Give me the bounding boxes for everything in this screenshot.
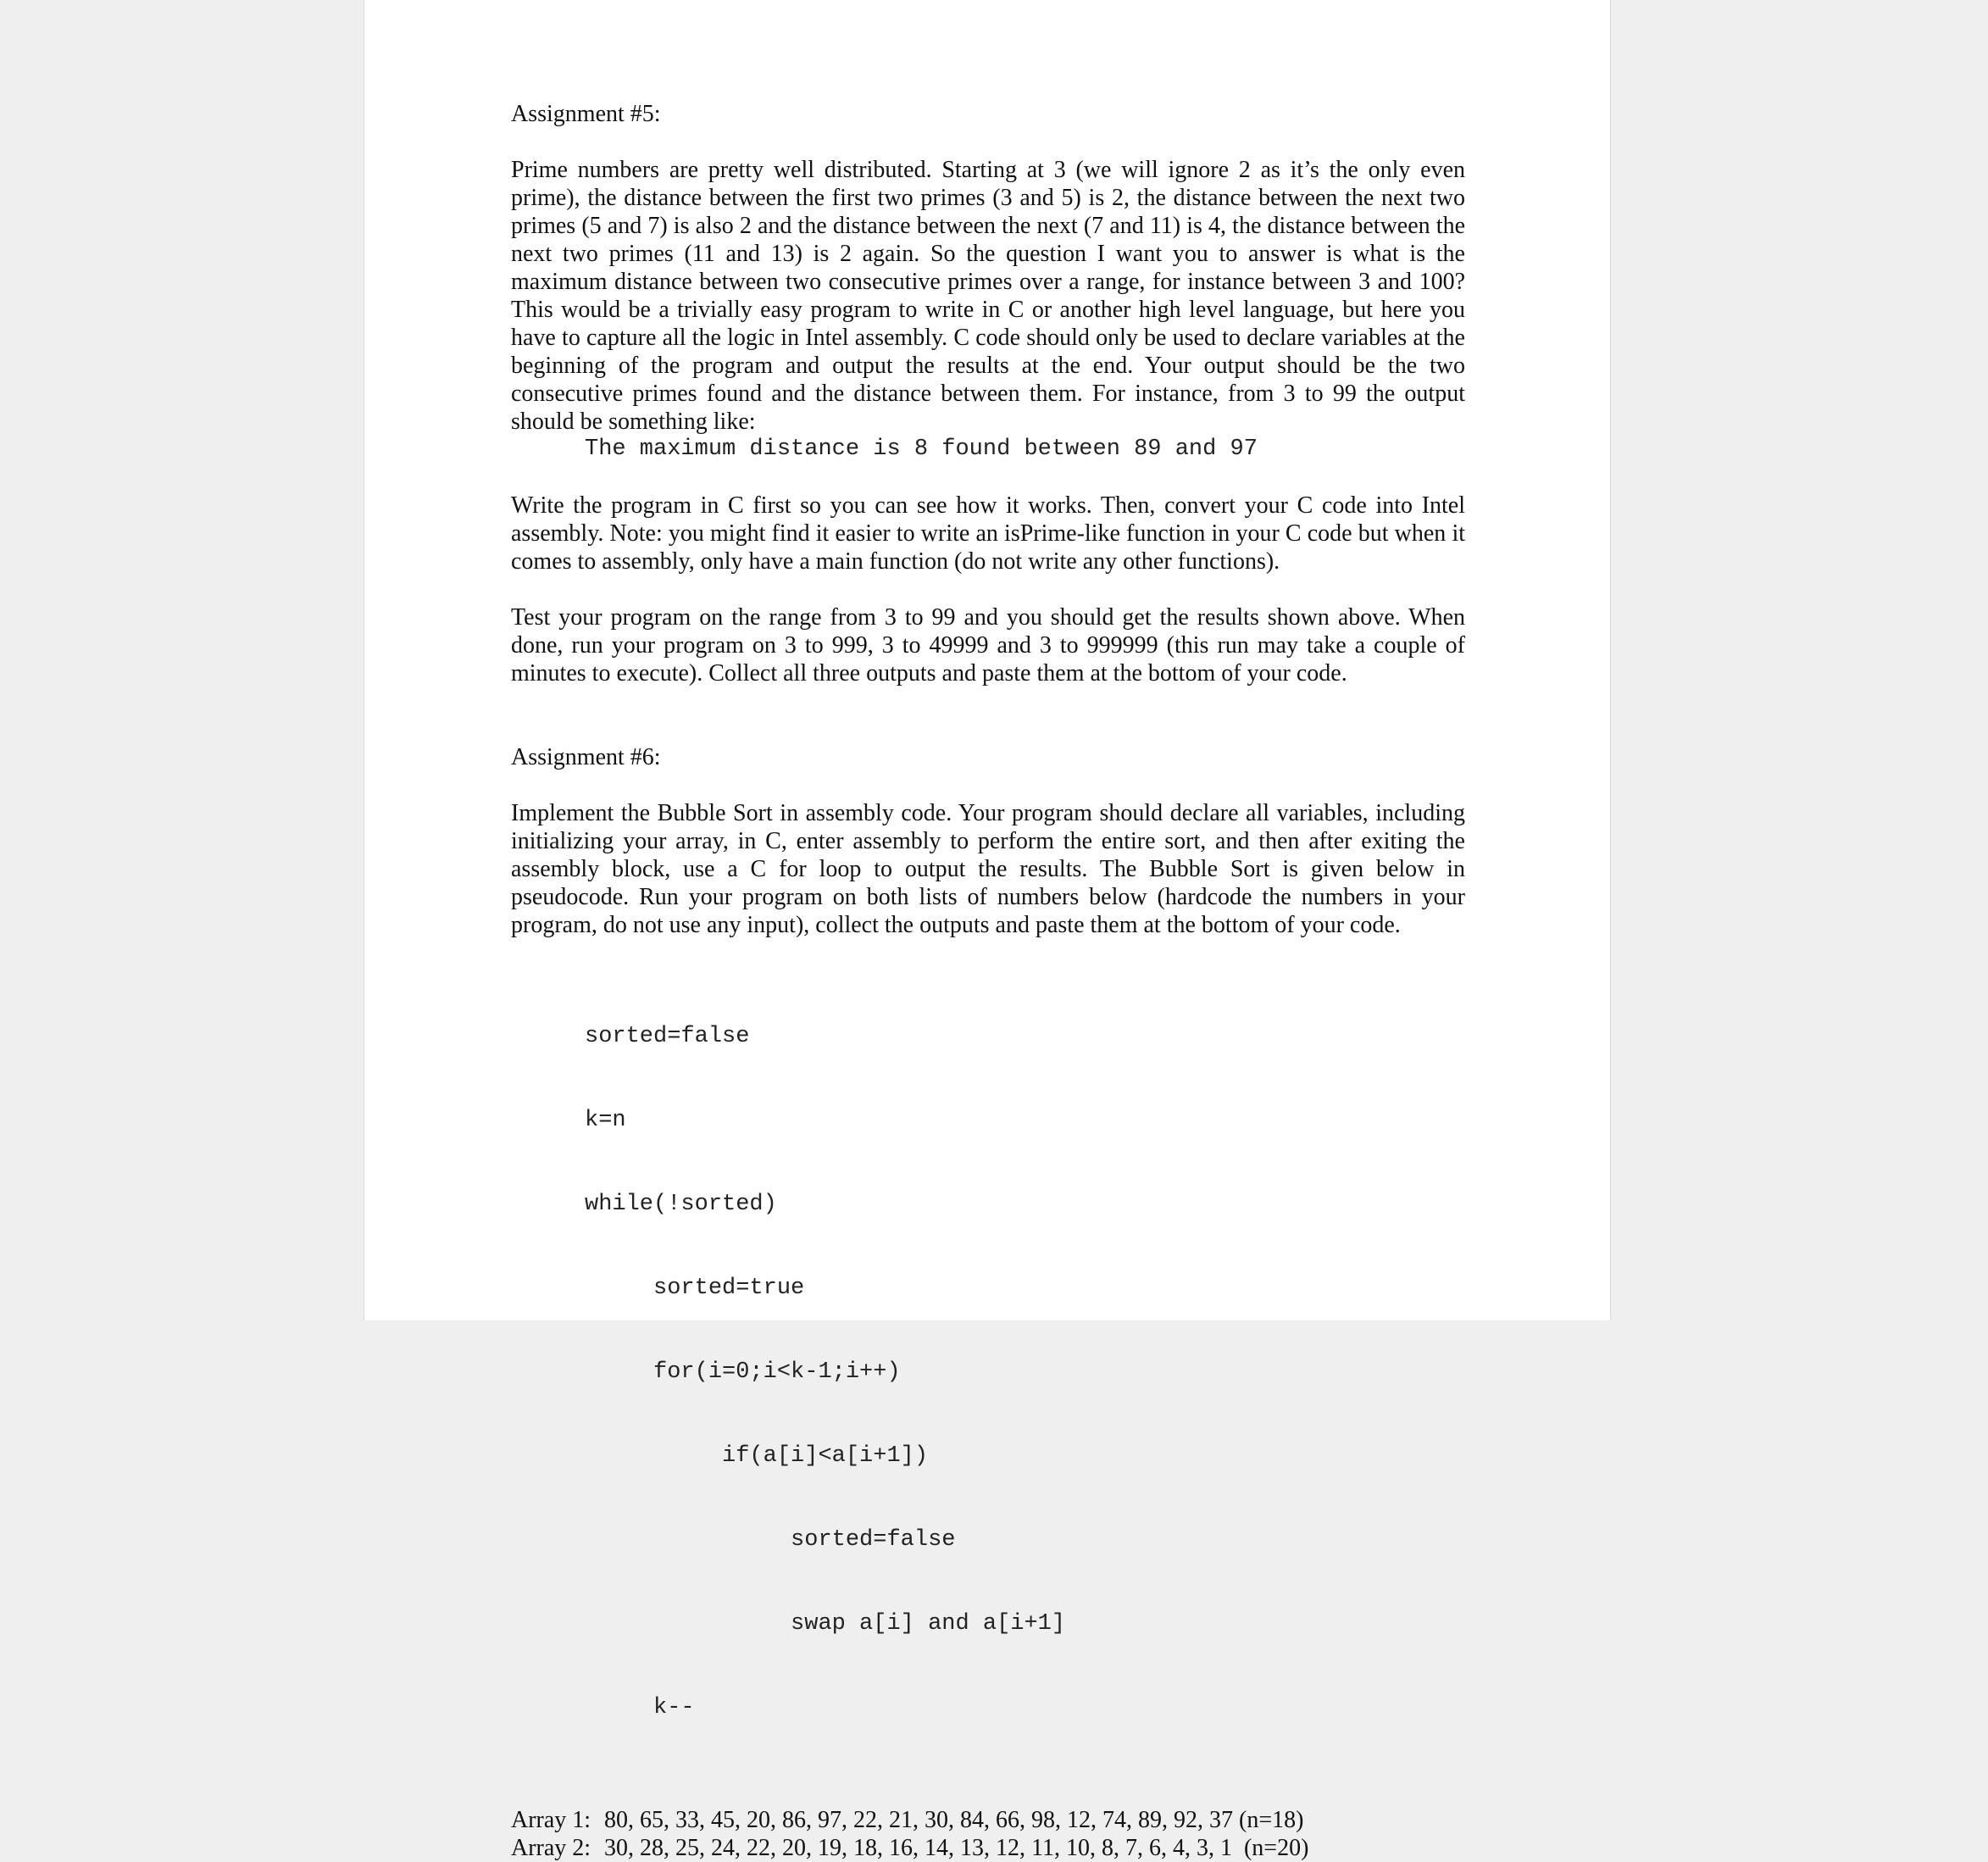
pseudocode-line: sorted=true: [585, 1276, 805, 1301]
assignment-6-intro-paragraph: Implement the Bubble Sort in assembly code. Your program should declare all variables, including initializing your array, in C, enter assembly to perform the entire sort, and then after exiting the assembly block, use a C for loop to output the results. The Bubble Sort is given below in pseudocode. Run your program on both lists of numbers below (hardcode the numbers in your program, do not use any input), collect the outputs and paste them at the bottom of your code.: [511, 800, 1465, 938]
array-values: 80, 65, 33, 45, 20, 86, 97, 22, 21, 30, 84, 66, 98, 12, 74, 89, 92, 37 (n=18): [604, 1807, 1304, 1833]
array-values: 30, 28, 25, 24, 22, 20, 19, 18, 16, 14, 13, 12, 11, 10, 8, 7, 6, 4, 3, 1 (n=20): [604, 1835, 1309, 1861]
array-label: Array 2:: [511, 1835, 591, 1861]
assignment-5-instructions-paragraph: Write the program in C first so you can see how it works. Then, convert your C code into Intel assembly. Note: you might find it easier to write an isPrime-like function in your C code but when it comes to assembly, only have a main function (do not write any other functions).: [511, 492, 1465, 575]
pseudocode-line: k=n: [585, 1108, 626, 1133]
pseudocode-line: sorted=false: [585, 1527, 956, 1553]
assignment-6-heading: Assignment #6:: [511, 744, 661, 770]
pseudocode-line: sorted=false: [585, 1024, 750, 1049]
array-label: Array 1:: [511, 1807, 591, 1833]
array-row: [511, 1806, 1465, 1834]
assignment-5-testing-paragraph: Test your program on the range from 3 to 99 and you should get the results shown above. When done, run your program on 3 to 999, 3 to 49999 and 3 to 999999 (this run may take a couple of minutes to execute). Collect all three outputs and paste them at the bottom of your code.: [511, 604, 1465, 686]
pseudocode-line: swap a[i] and a[i+1]: [585, 1611, 1066, 1637]
document-page: [364, 0, 1611, 1861]
assignment-5-heading: Assignment #5:: [511, 101, 661, 127]
pseudocode-line: while(!sorted): [585, 1192, 777, 1217]
sample-output-code: [511, 436, 1465, 464]
test-arrays: [511, 1806, 1465, 1862]
array-row: [511, 1834, 1465, 1862]
pseudocode-line: for(i=0;i<k-1;i++): [585, 1359, 901, 1385]
sample-output-line: The maximum distance is 8 found between 89 and 97: [585, 436, 1258, 462]
document-content: [511, 100, 1465, 1862]
pseudocode-line: if(a[i]<a[i+1]): [585, 1443, 929, 1469]
pseudocode-line: k--: [585, 1695, 695, 1720]
bubble-sort-pseudocode: [511, 967, 1465, 1778]
assignment-5-intro-paragraph: Prime numbers are pretty well distributed. Starting at 3 (we will ignore 2 as it’s the only even prime), the distance between the first two primes (3 and 5) is 2, the distance between the next two primes (5 and 7) is also 2 and the distance between the next (7 and 11) is 4, the distance between the next two primes (11 and 13) is 2 again. So the question I want you to answer is what is the maximum distance between two consecutive primes over a range, for instance between 3 and 100? This would be a trivially easy program to write in C or another high level language, but here you have to capture all the logic in Intel assembly. C code should only be used to declare variables at the beginning of the program and output the results at the end. Your output should be the two consecutive primes found and the distance between them. For instance, from 3 to 99 the output should be something like:: [511, 157, 1465, 435]
